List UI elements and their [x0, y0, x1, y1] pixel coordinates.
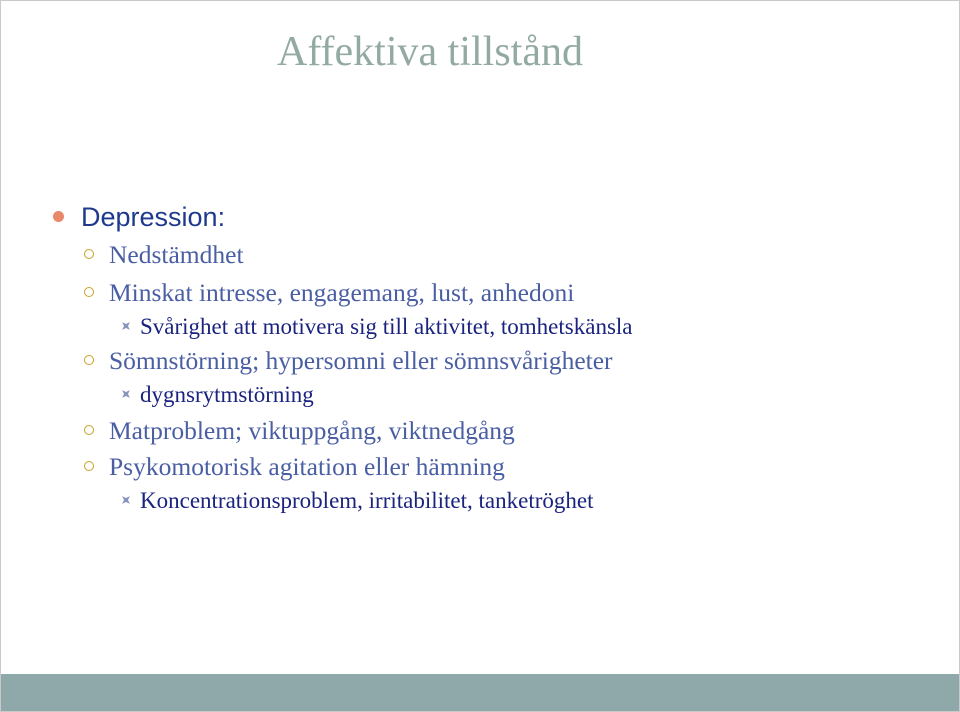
star-bullet-icon [120, 320, 132, 332]
list-item: Nedstämdhet [109, 240, 244, 269]
ring-bullet-icon [84, 287, 94, 297]
list-item: Sömnstörning; hypersomni eller sömnsvårigheter [109, 346, 613, 375]
slide-title: Affektiva tillstånd [277, 29, 583, 75]
list-item: Koncentrationsproblem, irritabilitet, tanketröghet [140, 488, 594, 513]
bullet-dot-icon [53, 211, 64, 222]
ring-bullet-icon [84, 461, 94, 471]
list-item: Psykomotorisk agitation eller hämning [109, 452, 505, 481]
star-bullet-icon [120, 494, 132, 506]
list-item: dygnsrytmstörning [140, 382, 314, 407]
ring-bullet-icon [84, 249, 94, 259]
ring-bullet-icon [84, 425, 94, 435]
list-item: Matproblem; viktuppgång, viktnedgång [109, 416, 515, 445]
list-item: Minskat intresse, engagemang, lust, anhedoni [109, 278, 575, 307]
footer-band [1, 674, 959, 711]
ring-bullet-icon [84, 355, 94, 365]
list-item: Svårighet att motivera sig till aktivitet, tomhetskänsla [140, 314, 633, 339]
star-bullet-icon [120, 388, 132, 400]
heading-depression: Depression: [81, 202, 226, 232]
